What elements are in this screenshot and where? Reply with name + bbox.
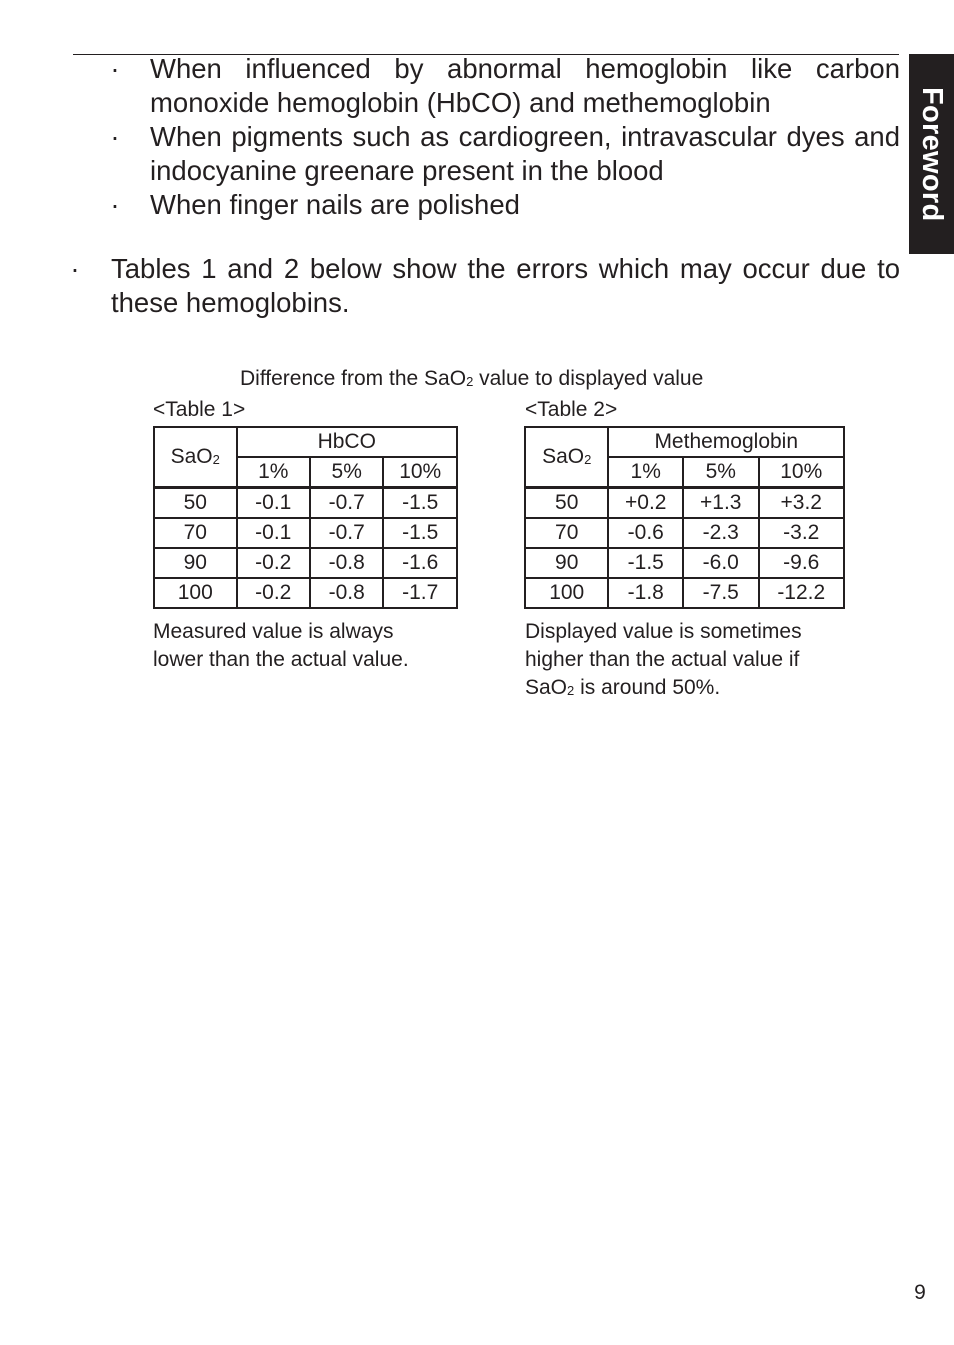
table-row: 90 -0.2 -0.8 -1.6: [154, 548, 457, 578]
column-header: 10%: [759, 457, 844, 488]
column-header: 1%: [237, 457, 310, 488]
page-number: 9: [914, 1281, 926, 1304]
sao2-header: SaO$_2$: [525, 427, 608, 488]
table-header-row: [525, 427, 844, 457]
bullet-marker: ·: [110, 121, 120, 152]
table2-note: Displayed value is sometimes higher than the actual value if SaO$_2$ is around 50%.: [525, 620, 802, 699]
bullet-pigments: [110, 120, 900, 188]
bullet-text: When pigments such as cardiogreen, intravascular dyes and indocyanine greenare present in the blood: [150, 121, 900, 186]
section-tab-foreword: [909, 54, 954, 254]
column-header: 5%: [683, 457, 759, 488]
table1-note: Measured value is always lower than the actual value.: [153, 620, 409, 671]
table-row: 70 -0.6 -2.3 -3.2: [525, 518, 844, 548]
table-row: 50 +0.2 +1.3 +3.2: [525, 488, 844, 519]
bullet-tables-intro: [70, 252, 900, 320]
column-header: 10%: [383, 457, 457, 488]
bullet-text: When finger nails are polished: [150, 189, 520, 220]
section-tab-label: Foreword: [916, 86, 948, 222]
bullet-text: When influenced by abnormal hemoglobin like carbon monoxide hemoglobin (HbCO) and methemoglobin: [150, 53, 900, 118]
sao2-header: SaO$_2$: [154, 427, 237, 488]
table1-label: <Table 1>: [153, 398, 246, 421]
bullet-marker: ·: [70, 253, 80, 284]
hbco-header: HbCO: [237, 427, 457, 457]
bullet-text: Tables 1 and 2 below show the errors which may occur due to these hemoglobins.: [111, 253, 900, 318]
table-header-row: [154, 427, 457, 457]
table-methemoglobin: [524, 426, 845, 609]
tables-caption: Difference from the SaO$_2$ value to displayed value: [240, 367, 704, 390]
bullet-abnormal-hemoglobin: [110, 52, 900, 120]
column-header: 5%: [310, 457, 383, 488]
table-hbco: [153, 426, 458, 609]
table-row: 100 -1.8 -7.5 -12.2: [525, 578, 844, 608]
column-header: 1%: [608, 457, 683, 488]
table-row: 90 -1.5 -6.0 -9.6: [525, 548, 844, 578]
bullet-marker: ·: [110, 53, 120, 84]
methemoglobin-header: Methemoglobin: [608, 427, 844, 457]
table-row: 50 -0.1 -0.7 -1.5: [154, 488, 457, 519]
table-row: 100 -0.2 -0.8 -1.7: [154, 578, 457, 608]
table-row: 70 -0.1 -0.7 -1.5: [154, 518, 457, 548]
bullet-marker: ·: [110, 189, 120, 220]
table2-label: <Table 2>: [525, 398, 618, 421]
bullet-finger-nails: [110, 188, 900, 222]
